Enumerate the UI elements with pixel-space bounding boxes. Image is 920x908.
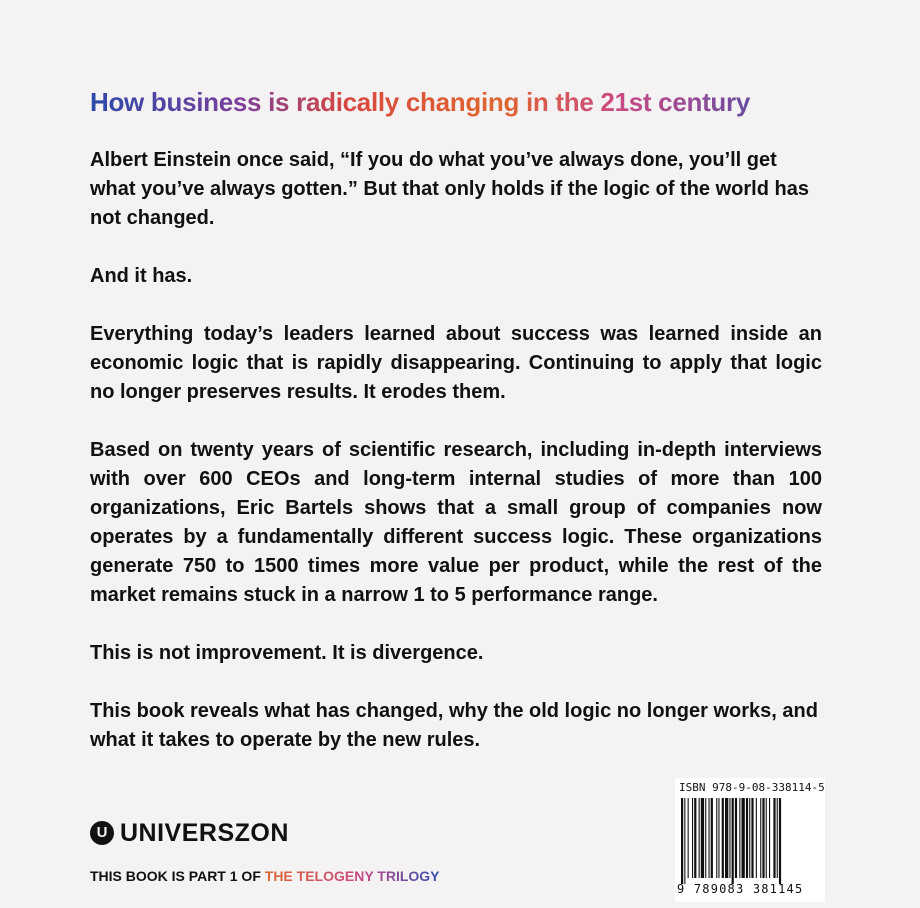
barcode-bar bbox=[773, 798, 775, 878]
barcode-bar bbox=[762, 798, 764, 878]
barcode-bar bbox=[749, 798, 750, 878]
barcode-bar bbox=[735, 798, 737, 878]
barcode-bar bbox=[725, 798, 728, 878]
paragraph-and-it-has: And it has. bbox=[90, 265, 193, 287]
barcode-bar bbox=[729, 798, 730, 878]
publisher-u-icon: U bbox=[90, 821, 114, 845]
barcode-bar bbox=[779, 798, 781, 884]
barcode-bar bbox=[692, 798, 693, 878]
paragraph-leaders-learned: Everything today’s leaders learned about success was learned inside an economic logic that is rapidly disappearing. Continuing to apply that logic no longer preserves results. It erodes them. bbox=[90, 323, 822, 403]
paragraph-book-reveals: This book reveals what has changed, why the old logic no longer works, and what it takes to operate by the new rules. bbox=[90, 700, 818, 751]
barcode-bar bbox=[694, 798, 696, 878]
isbn-barcode bbox=[675, 778, 825, 902]
isbn-label: ISBN 978-9-08-338114-5 bbox=[679, 781, 825, 794]
barcode-bar bbox=[766, 798, 767, 878]
series-name: THE TELOGENY TRILOGY bbox=[264, 868, 440, 884]
barcode-bar bbox=[742, 798, 745, 878]
barcode-digits: 9 789083 381145 bbox=[677, 882, 804, 896]
back-cover-headline: How business is radically changing in the 21st century bbox=[90, 86, 830, 118]
barcode-bar bbox=[739, 798, 740, 878]
barcode-bar bbox=[701, 798, 704, 878]
paragraph-einstein-quote: Albert Einstein once said, “If you do what you’ve always done, you’ll get what you’ve always gotten.” But that only holds if the logic of the world has not changed. bbox=[90, 149, 809, 229]
barcode-bar bbox=[684, 798, 685, 884]
barcode-bar bbox=[751, 798, 753, 878]
paragraph-divergence: This is not improvement. It is divergence. bbox=[90, 642, 484, 664]
publisher-logo bbox=[90, 817, 289, 849]
barcode-bar bbox=[688, 798, 689, 878]
barcode-bar bbox=[711, 798, 713, 878]
series-note bbox=[90, 868, 440, 884]
barcode-bar bbox=[756, 798, 757, 878]
barcode-bar bbox=[681, 798, 683, 884]
barcode-bar bbox=[718, 798, 719, 878]
paragraph-research: Based on twenty years of scientific research, including in-depth interviews with over 600 CEOs and long-term internal studies of more than 100 organizations, Eric Bartels shows that a small group of companies now operates by a fundamentally different success logic. These organizations generate 750 to 1500 times more value per product, while the rest of the market remains stuck in a narrow 1 to 5 performance range. bbox=[90, 439, 822, 606]
barcode-bar bbox=[777, 798, 778, 878]
barcode-bar bbox=[699, 798, 700, 878]
publisher-name: UNIVERSZON bbox=[120, 818, 289, 847]
barcode-bar bbox=[722, 798, 724, 878]
barcode-bar bbox=[709, 798, 710, 878]
series-note-prefix: THIS BOOK IS PART 1 OF bbox=[90, 868, 265, 884]
blurb-text bbox=[90, 146, 822, 784]
barcode-bar bbox=[746, 798, 748, 878]
barcode-bars bbox=[681, 798, 819, 884]
barcode-bar bbox=[769, 798, 770, 878]
barcode-bar bbox=[705, 798, 706, 878]
barcode-bar bbox=[716, 798, 717, 878]
barcode-bar bbox=[760, 798, 761, 878]
barcode-bar bbox=[732, 798, 734, 884]
